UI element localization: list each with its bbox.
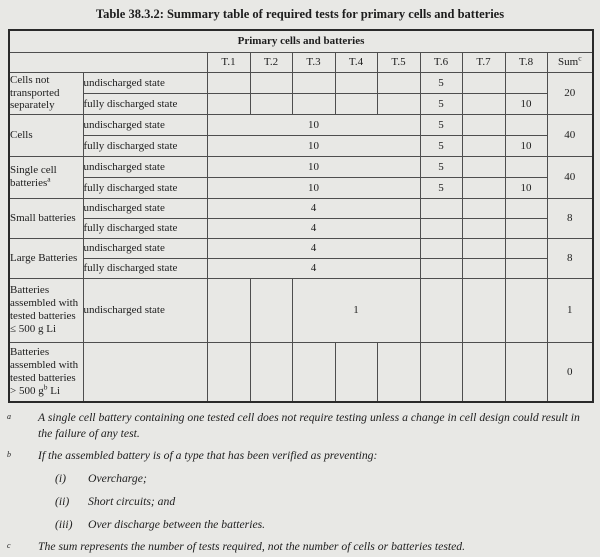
value-cell [250,342,292,402]
value-cell: 10 [207,177,420,198]
footnotes [0,410,600,555]
footnote-text: The sum represents the number of tests required, not the number of cells or batteries tested. [38,540,466,553]
footnote-body [38,448,592,533]
value-cell [462,156,505,177]
summary-table [8,29,594,403]
footnote-body [38,539,592,555]
value-cell [420,278,462,342]
footnote-item [38,494,592,510]
sum-cell: 40 [547,156,593,198]
value-cell [250,278,292,342]
table-row [9,342,593,402]
value-cell [505,198,547,218]
value-cell [207,93,250,114]
test-column-header-2: T.2 [250,52,292,72]
value-cell [505,342,547,402]
section-label: Batteries assembled with tested batteries ≤ 500 g Li [9,278,83,342]
value-cell: 10 [505,177,547,198]
value-cell [462,278,505,342]
value-cell: 4 [207,198,420,218]
value-cell [292,342,335,402]
footnote-item [38,471,592,487]
footnote-body [38,410,592,442]
section-label: Small batteries [9,198,83,238]
group-header: Primary cells and batteries [9,30,593,52]
test-column-header-8: T.8 [505,52,547,72]
test-column-header-5: T.5 [377,52,420,72]
group-header-row [9,30,593,52]
state-cell [83,342,207,402]
state-cell: undischarged state [83,198,207,218]
value-cell [335,93,377,114]
test-column-header-3: T.3 [292,52,335,72]
table-row [9,72,593,93]
state-cell: undischarged state [83,238,207,258]
value-cell [462,93,505,114]
value-cell [462,198,505,218]
footnote-item [38,517,592,533]
value-cell [377,93,420,114]
value-cell: 1 [292,278,420,342]
footnote-marker: a [7,412,11,421]
footnote [7,448,592,533]
table-row [9,114,593,135]
value-cell [462,114,505,135]
section-label: Cells [9,114,83,156]
footnote-marker: b [7,450,11,459]
footnote-text: A single cell battery containing one tested cell does not require testing unless a change in cell design could result in the failure of any test. [38,411,580,440]
value-cell [462,72,505,93]
value-cell [505,156,547,177]
value-cell [462,218,505,238]
test-column-header-6: T.6 [420,52,462,72]
value-cell: 5 [420,156,462,177]
value-cell [207,72,250,93]
value-cell: 4 [207,258,420,278]
sum-cell: 20 [547,72,593,114]
table-row [9,156,593,177]
value-cell [462,177,505,198]
value-cell [420,258,462,278]
value-cell [377,342,420,402]
value-cell: 10 [505,93,547,114]
footnote-text: If the assembled battery is of a type that has been verified as preventing: [38,449,378,462]
value-cell [420,342,462,402]
value-cell [462,258,505,278]
value-cell [207,278,250,342]
state-cell: fully discharged state [83,135,207,156]
value-cell: 4 [207,238,420,258]
value-cell: 5 [420,93,462,114]
footnote [7,410,592,442]
value-cell [335,72,377,93]
footnote-item-text: Overcharge; [88,472,147,485]
value-cell [462,135,505,156]
state-cell: fully discharged state [83,177,207,198]
value-cell [462,238,505,258]
test-column-header-1: T.1 [207,52,250,72]
section-label: Batteries assembled with tested batteries > 500 $g^b$ Li [9,342,83,402]
section-label: Cells not transported separately [9,72,83,114]
state-cell: undischarged state [83,278,207,342]
state-cell: fully discharged state [83,93,207,114]
value-cell [505,114,547,135]
blank-header-cell [9,52,207,72]
section-label: Single cell batteries$^a$ [9,156,83,198]
value-cell [420,198,462,218]
value-cell [505,258,547,278]
value-cell [420,238,462,258]
state-cell: undischarged state [83,72,207,93]
footnote [7,539,592,555]
value-cell: 10 [207,156,420,177]
value-cell: 10 [207,135,420,156]
value-cell: 5 [420,114,462,135]
sum-cell: 1 [547,278,593,342]
footnote-item-text: Short circuits; and [88,495,176,508]
value-cell [377,72,420,93]
table-row [9,93,593,114]
value-cell [462,342,505,402]
value-cell: 5 [420,135,462,156]
value-cell: 5 [420,72,462,93]
value-cell [250,72,292,93]
footnote-item-number: (iii) [55,518,73,531]
sum-cell: 8 [547,198,593,238]
footnote-item-text: Over discharge between the batteries. [88,518,266,531]
footnote-item-number: (i) [55,472,67,485]
state-cell: fully discharged state [83,258,207,278]
value-cell [505,238,547,258]
state-cell: fully discharged state [83,218,207,238]
table-row [9,238,593,258]
table-row [9,218,593,238]
sum-cell: 40 [547,114,593,156]
value-cell [292,72,335,93]
sum-cell: 8 [547,238,593,278]
sum-cell: 0 [547,342,593,402]
value-cell: 5 [420,177,462,198]
value-cell [292,93,335,114]
value-cell [505,218,547,238]
footnote-item-number: (ii) [55,495,70,508]
table-row [9,177,593,198]
test-column-header-7: T.7 [462,52,505,72]
value-cell: 4 [207,218,420,238]
document-title: Table 38.3.2: Summary table of required tests for primary cells and batteries [95,7,505,21]
value-cell [207,342,250,402]
table-row [9,198,593,218]
table-row [9,258,593,278]
footnote-marker: c [7,541,11,550]
column-header-row [9,52,593,72]
table-row [9,278,593,342]
state-cell: undischarged state [83,114,207,135]
table-row [9,135,593,156]
value-cell [505,72,547,93]
state-cell: undischarged state [83,156,207,177]
value-cell [420,218,462,238]
value-cell: 10 [207,114,420,135]
value-cell: 10 [505,135,547,156]
section-label: Large Batteries [9,238,83,278]
sum-column-header: Sum$^c$ [547,52,593,72]
test-column-header-4: T.4 [335,52,377,72]
value-cell [505,278,547,342]
value-cell [335,342,377,402]
value-cell [250,93,292,114]
